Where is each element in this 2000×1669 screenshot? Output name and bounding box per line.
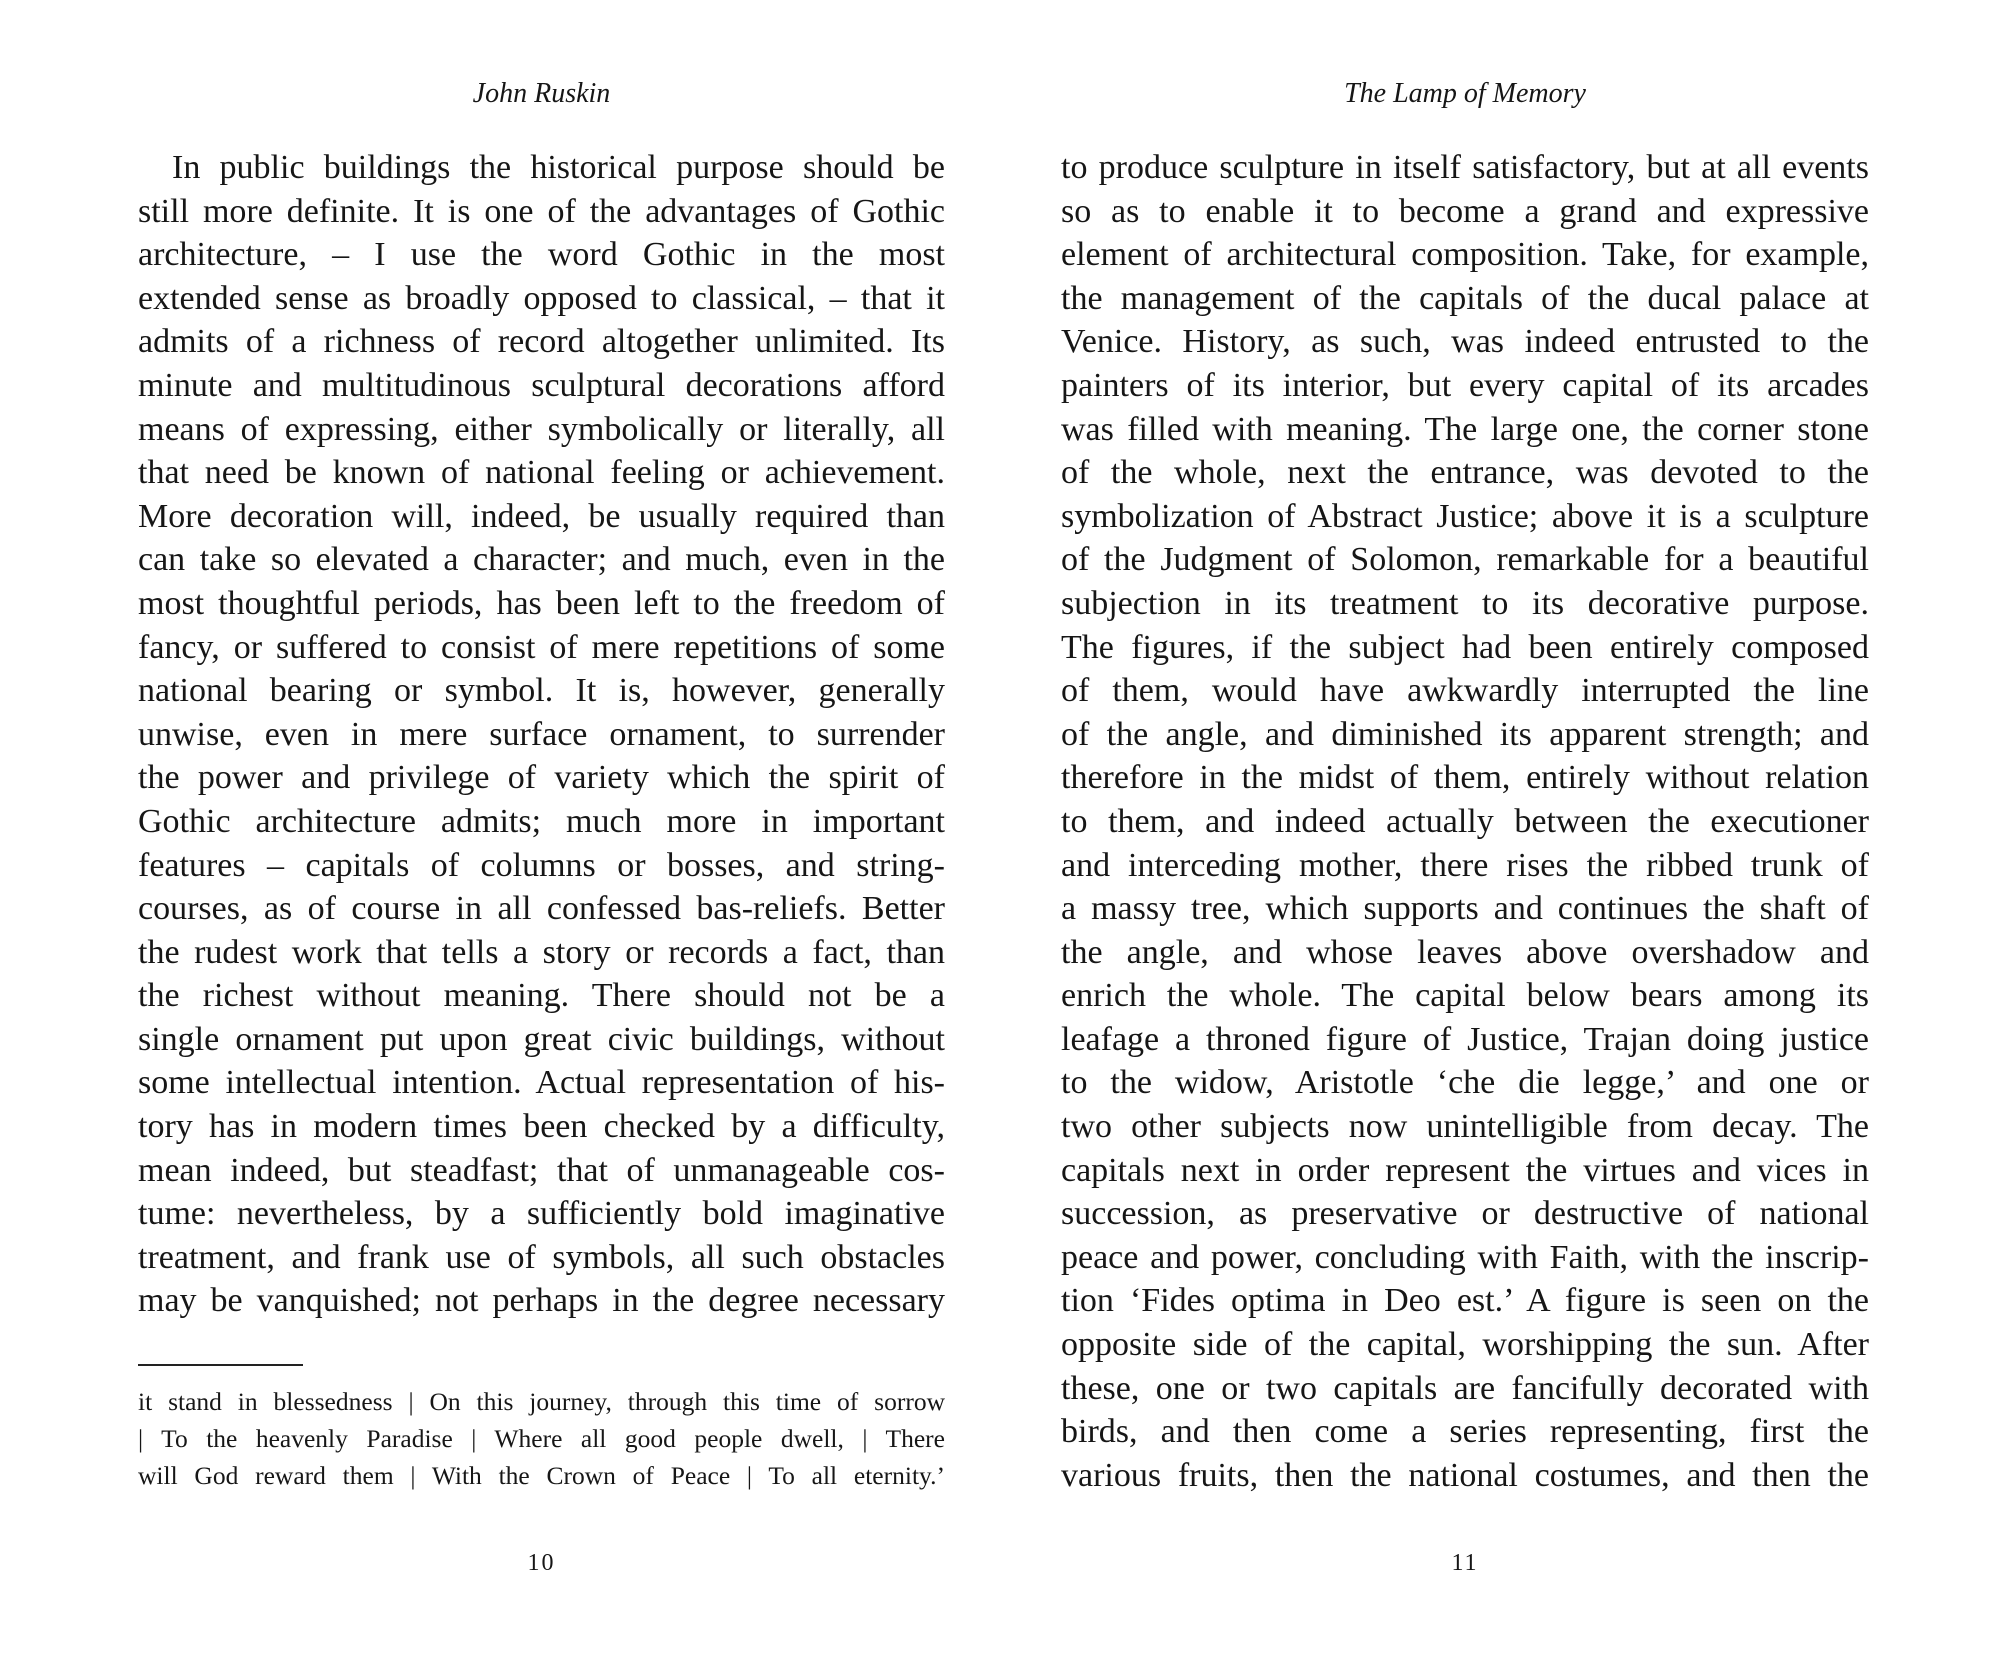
text-line: of the Judgment of Solomon, remarkable for a beautiful	[1061, 541, 1869, 579]
text-line: the angle, and whose leaves above overshadow and	[1061, 933, 1869, 971]
text-line: unwise, even in mere surface ornament, to surrender	[138, 715, 945, 753]
text-line: to them, and indeed actually between the executioner	[1061, 802, 1869, 840]
text-line: a massy tree, which supports and continues the shaft of	[1061, 890, 1869, 928]
footnote-line: will God reward them | With the Crown of Peace | To all eternity.’	[138, 1461, 945, 1490]
text-line: enrich the whole. The capital below bears among its	[1061, 977, 1869, 1015]
text-line: tion ‘Fides optima in Deo est.’ A figure is seen on the	[1061, 1282, 1869, 1320]
text-line: Gothic architecture admits; much more in important	[138, 802, 945, 840]
footnote-rule	[138, 1364, 303, 1366]
left-page	[138, 0, 945, 1669]
text-line: means of expressing, either symbolically or literally, all	[138, 410, 945, 448]
running-head-right: The Lamp of Memory	[1344, 78, 1586, 109]
text-line: architecture, – I use the word Gothic in the most	[138, 236, 945, 274]
text-line: leafage a throned figure of Justice, Trajan doing justice	[1061, 1020, 1869, 1058]
text-line: minute and multitudinous sculptural decorations afford	[138, 366, 945, 404]
text-line: subjection in its treatment to its decorative purpose.	[1061, 584, 1869, 622]
text-line: therefore in the midst of them, entirely without relation	[1061, 759, 1869, 797]
text-line: the management of the capitals of the ducal palace at	[1061, 279, 1869, 317]
text-line: features – capitals of columns or bosses, and string-	[138, 846, 945, 884]
text-line: succession, as preservative or destructive of national	[1061, 1195, 1869, 1233]
text-line: that need be known of national feeling or achievement.	[138, 454, 945, 492]
text-line: fancy, or suffered to consist of mere repetitions of some	[138, 628, 945, 666]
page-number-right: 11	[1451, 1550, 1479, 1576]
text-line: The figures, if the subject had been entirely composed	[1061, 628, 1869, 666]
text-line: tume: nevertheless, by a sufficiently bold imaginative	[138, 1195, 945, 1233]
text-line: the richest without meaning. There should not be a	[138, 977, 945, 1015]
text-line: treatment, and frank use of symbols, all such obstacles	[138, 1238, 945, 1276]
text-line: single ornament put upon great civic buildings, without	[138, 1020, 945, 1058]
text-line: peace and power, concluding with Faith, with the inscrip-	[1061, 1238, 1869, 1276]
running-head-left: John Ruskin	[472, 78, 611, 109]
text-line: was filled with meaning. The large one, the corner stone	[1061, 410, 1869, 448]
left-body-text	[138, 146, 945, 1323]
text-line: birds, and then come a series representing, first the	[1061, 1413, 1869, 1451]
right-page	[1061, 0, 1869, 1669]
text-line: so as to enable it to become a grand and expressive	[1061, 192, 1869, 230]
text-line: tory has in modern times been checked by a difficulty,	[138, 1108, 945, 1146]
text-line: may be vanquished; not perhaps in the degree necessary	[138, 1282, 945, 1320]
text-line: of the angle, and diminished its apparent strength; and	[1061, 715, 1869, 753]
text-line: some intellectual intention. Actual representation of his-	[138, 1064, 945, 1102]
text-line: and interceding mother, there rises the ribbed trunk of	[1061, 846, 1869, 884]
text-line: these, one or two capitals are fancifully decorated with	[1061, 1369, 1869, 1407]
right-body-text	[1061, 146, 1869, 1497]
text-line: symbolization of Abstract Justice; above it is a sculpture	[1061, 497, 1869, 535]
text-line: national bearing or symbol. It is, however, generally	[138, 672, 945, 710]
page-number-left: 10	[527, 1550, 556, 1576]
text-line: of the whole, next the entrance, was devoted to the	[1061, 454, 1869, 492]
text-line: can take so elevated a character; and much, even in the	[138, 541, 945, 579]
text-line: extended sense as broadly opposed to classical, – that it	[138, 279, 945, 317]
text-line: two other subjects now unintelligible from decay. The	[1061, 1108, 1869, 1146]
text-line: capitals next in order represent the virtues and vices in	[1061, 1151, 1869, 1189]
text-line: opposite side of the capital, worshipping the sun. After	[1061, 1326, 1869, 1364]
text-line: of them, would have awkwardly interrupted the line	[1061, 672, 1869, 710]
text-line: element of architectural composition. Take, for example,	[1061, 236, 1869, 274]
text-line: the power and privilege of variety which the spirit of	[138, 759, 945, 797]
text-line: admits of a richness of record altogether unlimited. Its	[138, 323, 945, 361]
footnote	[138, 1383, 945, 1494]
footnote-line: | To the heavenly Paradise | Where all good people dwell, | There	[138, 1424, 945, 1453]
footnote-line: it stand in blessedness | On this journey, through this time of sorrow	[138, 1387, 945, 1416]
text-line: courses, as of course in all confessed bas-reliefs. Better	[138, 890, 945, 928]
text-line: In public buildings the historical purpose should be	[172, 149, 945, 186]
text-line: to produce sculpture in itself satisfactory, but at all events	[1061, 149, 1869, 186]
text-line: still more definite. It is one of the advantages of Gothic	[138, 192, 945, 230]
text-line: mean indeed, but steadfast; that of unmanageable cos-	[138, 1151, 945, 1189]
text-line: Venice. History, as such, was indeed entrusted to the	[1061, 323, 1869, 361]
text-line: painters of its interior, but every capital of its arcades	[1061, 366, 1869, 404]
text-line: More decoration will, indeed, be usually required than	[138, 497, 945, 535]
text-line: most thoughtful periods, has been left to the freedom of	[138, 584, 945, 622]
text-line: various fruits, then the national costumes, and then the	[1061, 1456, 1869, 1494]
text-line: the rudest work that tells a story or records a fact, than	[138, 933, 945, 971]
text-line: to the widow, Aristotle ‘che die legge,’ and one or	[1061, 1064, 1869, 1102]
